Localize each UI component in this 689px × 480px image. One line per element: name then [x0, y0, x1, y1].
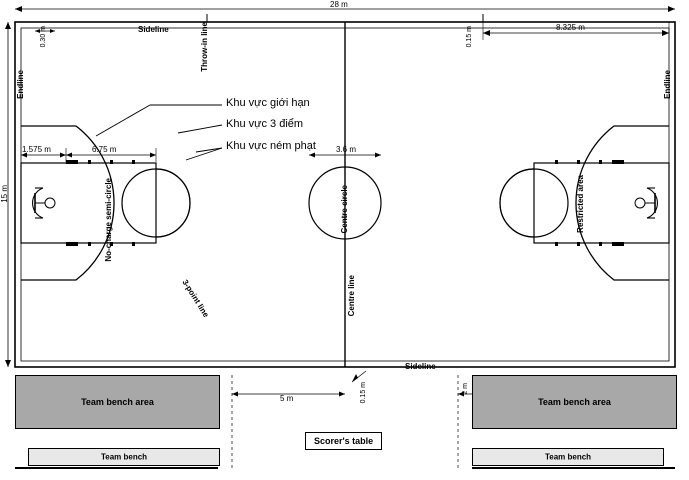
label-centre-line: Centre line [347, 275, 356, 317]
label-endline-right: Endline [663, 70, 672, 99]
bench-baseline-right [472, 467, 675, 469]
scorers-table: Scorer's table [305, 432, 382, 450]
dim-bench-clearance: 5 m [280, 394, 294, 403]
dim-bench-offset: 2 m [462, 383, 469, 395]
label-centre-circle: Centre circle [340, 185, 349, 234]
team-bench-left-label: Team bench [100, 452, 148, 462]
dim-court-width: 15 m [0, 185, 9, 203]
dim-sideline-thickness-top: 0.15 m [466, 26, 473, 48]
team-bench-area-left [15, 375, 220, 429]
dim-no-charge-radius: 1.575 m [22, 145, 51, 154]
dim-restricted-width: 6.75 m [92, 145, 117, 154]
callout-three-point-area: Khu vực 3 điểm [226, 118, 304, 130]
label-throw-in-line: Throw-in line [200, 22, 209, 72]
dim-sideline-thickness-bottom: 0.15 m [360, 382, 367, 404]
team-bench-area-right [472, 375, 677, 429]
callout-free-throw-area: Khu vực ném phạt [226, 140, 316, 152]
callout-restricted-area: Khu vực giới hạn [226, 97, 310, 109]
team-bench-right [472, 448, 664, 466]
label-sideline-top: Sideline [138, 25, 169, 34]
label-no-charge-semi-circle: No-charge semi-circle [104, 178, 113, 262]
label-endline-left: Endline [16, 70, 25, 99]
label-three-point-line: 3-point line [180, 278, 211, 319]
team-bench-left [28, 448, 220, 466]
bench-baseline-left [15, 467, 218, 469]
dim-three-point: 8.325 m [556, 23, 585, 32]
team-bench-area-right-label: Team bench area [538, 397, 611, 407]
team-bench-right-label: Team bench [544, 452, 592, 462]
label-sideline-bottom: Sideline [405, 362, 436, 371]
team-bench-area-left-label: Team bench area [81, 397, 154, 407]
dim-backboard-offset: 0.30 m [40, 26, 47, 48]
label-restricted-area: Restricted area [576, 175, 585, 233]
dim-court-length: 28 m [330, 0, 348, 9]
dim-lane-offset: 3.6 m [336, 145, 357, 154]
